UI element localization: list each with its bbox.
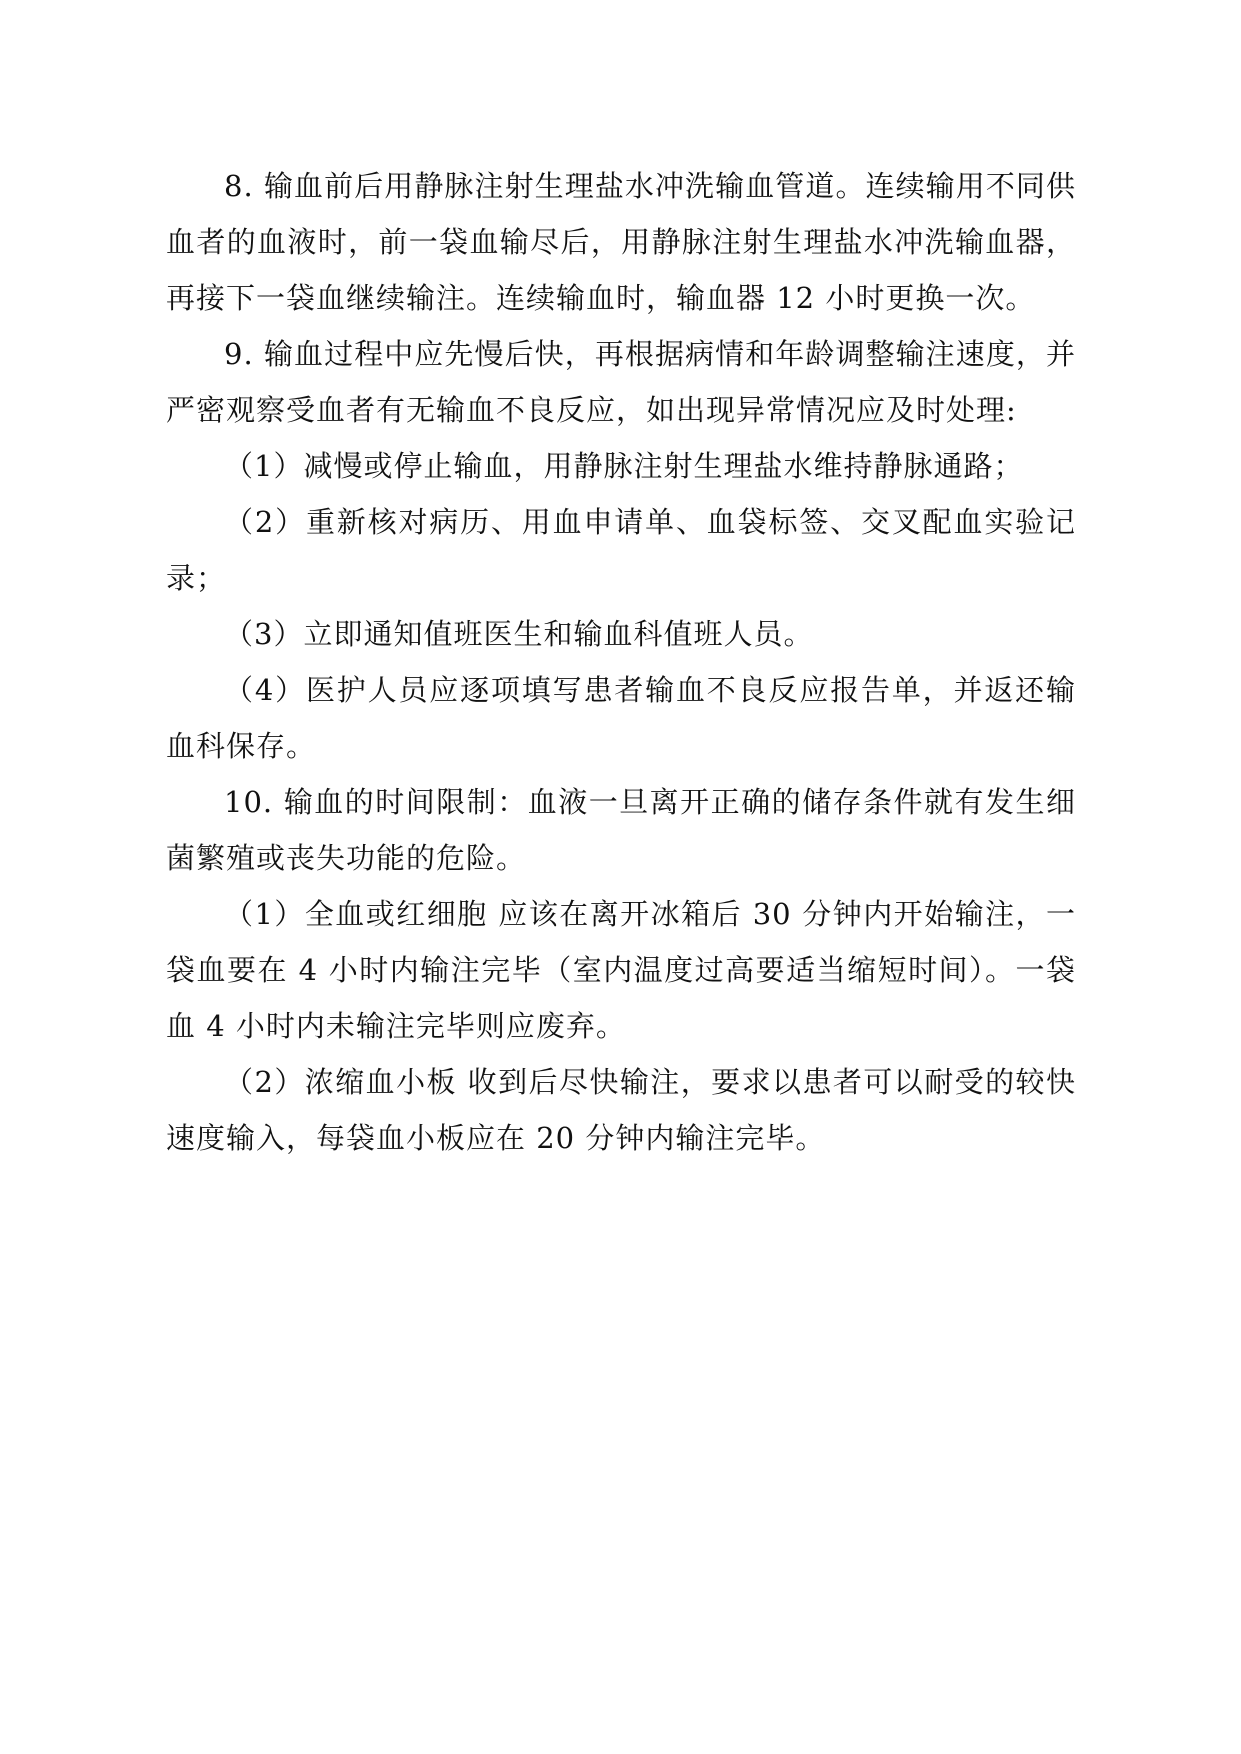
sub-item-9-4: （4）医护人员应逐项填写患者输血不良反应报告单，并返还输血科保存。 — [166, 673, 1076, 763]
paragraph-item-9: 9. 输血过程中应先慢后快，再根据病情和年龄调整输注速度，并严密观察受血者有无输血不良反应，如出现异常情况应及时处理: — [166, 337, 1076, 427]
sub-item-10-2: （2）浓缩血小板 收到后尽快输注，要求以患者可以耐受的较快速度输入，每袋血小板应在 20 分钟内输注完毕。 — [166, 1065, 1076, 1155]
sub-item-9-2: （2）重新核对病历、用血申请单、血袋标签、交叉配血实验记录； — [166, 505, 1076, 595]
sub-item-9-3: （3）立即通知值班医生和输血科值班人员。 — [224, 617, 814, 651]
sub-item-10-1: （1）全血或红细胞 应该在离开冰箱后 30 分钟内开始输注，一袋血要在 4 小时内输注完毕（室内温度过高要适当缩短时间）。一袋血 4 小时内未输注完毕则应废弃。 — [166, 897, 1076, 1043]
document-body — [166, 158, 1076, 1166]
sub-item-9-1: （1）减慢或停止输血，用静脉注射生理盐水维持静脉通路； — [224, 449, 1024, 483]
paragraph-item-10: 10. 输血的时间限制：血液一旦离开正确的储存条件就有发生细菌繁殖或丧失功能的危险。 — [166, 785, 1076, 875]
paragraph-item-8: 8. 输血前后用静脉注射生理盐水冲洗输血管道。连续输用不同供血者的血液时，前一袋血输尽后，用静脉注射生理盐水冲洗输血器，再接下一袋血继续输注。连续输血时，输血器 12 小时更换一次。 — [166, 169, 1076, 315]
